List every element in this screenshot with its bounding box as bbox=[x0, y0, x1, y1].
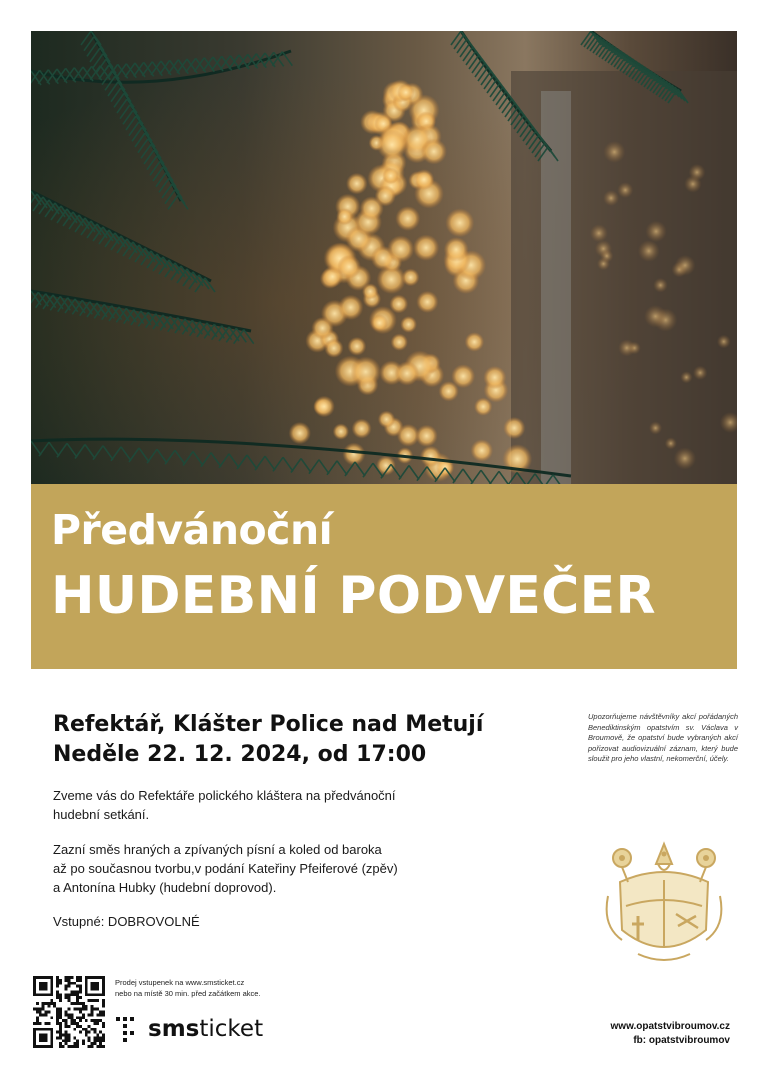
facebook-handle[interactable]: fb: opatstvibroumov bbox=[633, 1035, 730, 1046]
bokeh-light bbox=[444, 237, 469, 262]
bokeh-light bbox=[289, 422, 311, 444]
bokeh-light bbox=[693, 366, 707, 380]
invite-text: Zveme vás do Refektáře polického kláštera na předvánoční hudební setkání. bbox=[53, 788, 396, 822]
bokeh-light bbox=[503, 417, 525, 439]
smsticket-logo bbox=[114, 1013, 263, 1045]
bokeh-light bbox=[649, 421, 662, 434]
bokeh-light bbox=[324, 339, 343, 358]
abbey-coat-of-arms-icon bbox=[598, 836, 730, 968]
bokeh-light bbox=[590, 224, 608, 242]
bokeh-light bbox=[350, 356, 381, 387]
event-date: Neděle 22. 12. 2024, od 17:00 bbox=[53, 742, 427, 767]
bokeh-light bbox=[400, 316, 417, 333]
bokeh-light bbox=[645, 221, 666, 242]
bokeh-light bbox=[471, 439, 494, 462]
bokeh-light bbox=[337, 255, 361, 279]
bokeh-light bbox=[391, 334, 408, 351]
recording-notice: Upozorňujeme návštěvníky akcí pořádaných Benediktinským opatstvím sv. Václava v Broumově, že opatství bude vybraných akcí pořizovat audiovizuální záznam, který bude sloužit pro jeho vlastní, nekomerční, účely. bbox=[588, 712, 738, 763]
bokeh-light bbox=[689, 164, 706, 181]
program-line: Zazní směs hraných a zpívaných písní a koled od baroka bbox=[53, 842, 382, 857]
bokeh-light bbox=[382, 168, 399, 185]
smsticket-wordmark: smsticket bbox=[148, 1016, 264, 1042]
bokeh-light bbox=[414, 169, 435, 190]
bokeh-light bbox=[680, 371, 692, 383]
sale-line: Prodej vstupenek na www.smsticket.cz bbox=[115, 978, 245, 987]
bokeh-light bbox=[644, 305, 667, 328]
sale-line: nebo na místě 30 min. před začátkem akce. bbox=[115, 988, 261, 998]
bokeh-light bbox=[377, 129, 408, 160]
program-text bbox=[53, 840, 433, 897]
entry-fee: Vstupné: DOBROVOLNÉ bbox=[53, 914, 200, 929]
bokeh-light bbox=[413, 235, 439, 261]
bokeh-light bbox=[395, 361, 419, 385]
bokeh-light bbox=[618, 339, 635, 356]
bokeh-light bbox=[439, 381, 459, 401]
bokeh-light bbox=[675, 255, 696, 276]
bokeh-light bbox=[421, 139, 447, 165]
bokeh-light bbox=[665, 437, 677, 449]
program-line: a Antonína Hubky (hudební doprovod). bbox=[53, 880, 277, 895]
website-link[interactable]: www.opatstvibroumov.cz bbox=[610, 1021, 730, 1032]
bokeh-light bbox=[465, 332, 485, 352]
bokeh-light bbox=[342, 443, 365, 466]
bokeh-light bbox=[600, 249, 613, 262]
bokeh-light bbox=[348, 337, 367, 356]
program-line: až po současnou tvorbu,v podání Kateřiny Pfeiferové (zpěv) bbox=[53, 861, 398, 876]
title-main: HUDEBNÍ PODVEČER bbox=[51, 566, 656, 626]
bokeh-light bbox=[397, 84, 415, 102]
bokeh-light bbox=[617, 182, 633, 198]
hero-photo bbox=[31, 31, 737, 484]
bokeh-light bbox=[638, 240, 660, 262]
event-venue: Refektář, Klášter Police nad Metují bbox=[53, 712, 484, 737]
bokeh-light bbox=[346, 173, 368, 195]
bokeh-light bbox=[674, 447, 696, 469]
bokeh-light bbox=[395, 206, 420, 231]
bokeh-light bbox=[359, 196, 383, 220]
bokeh-light bbox=[333, 423, 349, 439]
bokeh-light bbox=[603, 141, 625, 163]
bokeh-light bbox=[338, 295, 363, 320]
bokeh-light bbox=[313, 396, 335, 418]
qr-code-icon[interactable] bbox=[33, 976, 105, 1048]
bokeh-light bbox=[420, 446, 441, 467]
christmas-tree-image bbox=[31, 31, 737, 484]
bokeh-light bbox=[371, 314, 388, 331]
smsticket-dots-icon bbox=[114, 1013, 146, 1045]
bokeh-light bbox=[352, 419, 372, 439]
bokeh-light bbox=[653, 278, 668, 293]
bokeh-light bbox=[378, 411, 395, 428]
bokeh-light bbox=[717, 335, 731, 349]
bokeh-light bbox=[415, 425, 437, 447]
bokeh-light bbox=[416, 291, 438, 313]
bokeh-light bbox=[483, 366, 506, 389]
ticket-sale-info bbox=[115, 978, 261, 999]
bokeh-light bbox=[336, 208, 353, 225]
bokeh-light bbox=[387, 235, 414, 262]
bokeh-light bbox=[603, 190, 619, 206]
title-pre: Předvánoční bbox=[51, 506, 333, 554]
title-band bbox=[31, 484, 737, 669]
bokeh-light bbox=[445, 208, 474, 237]
